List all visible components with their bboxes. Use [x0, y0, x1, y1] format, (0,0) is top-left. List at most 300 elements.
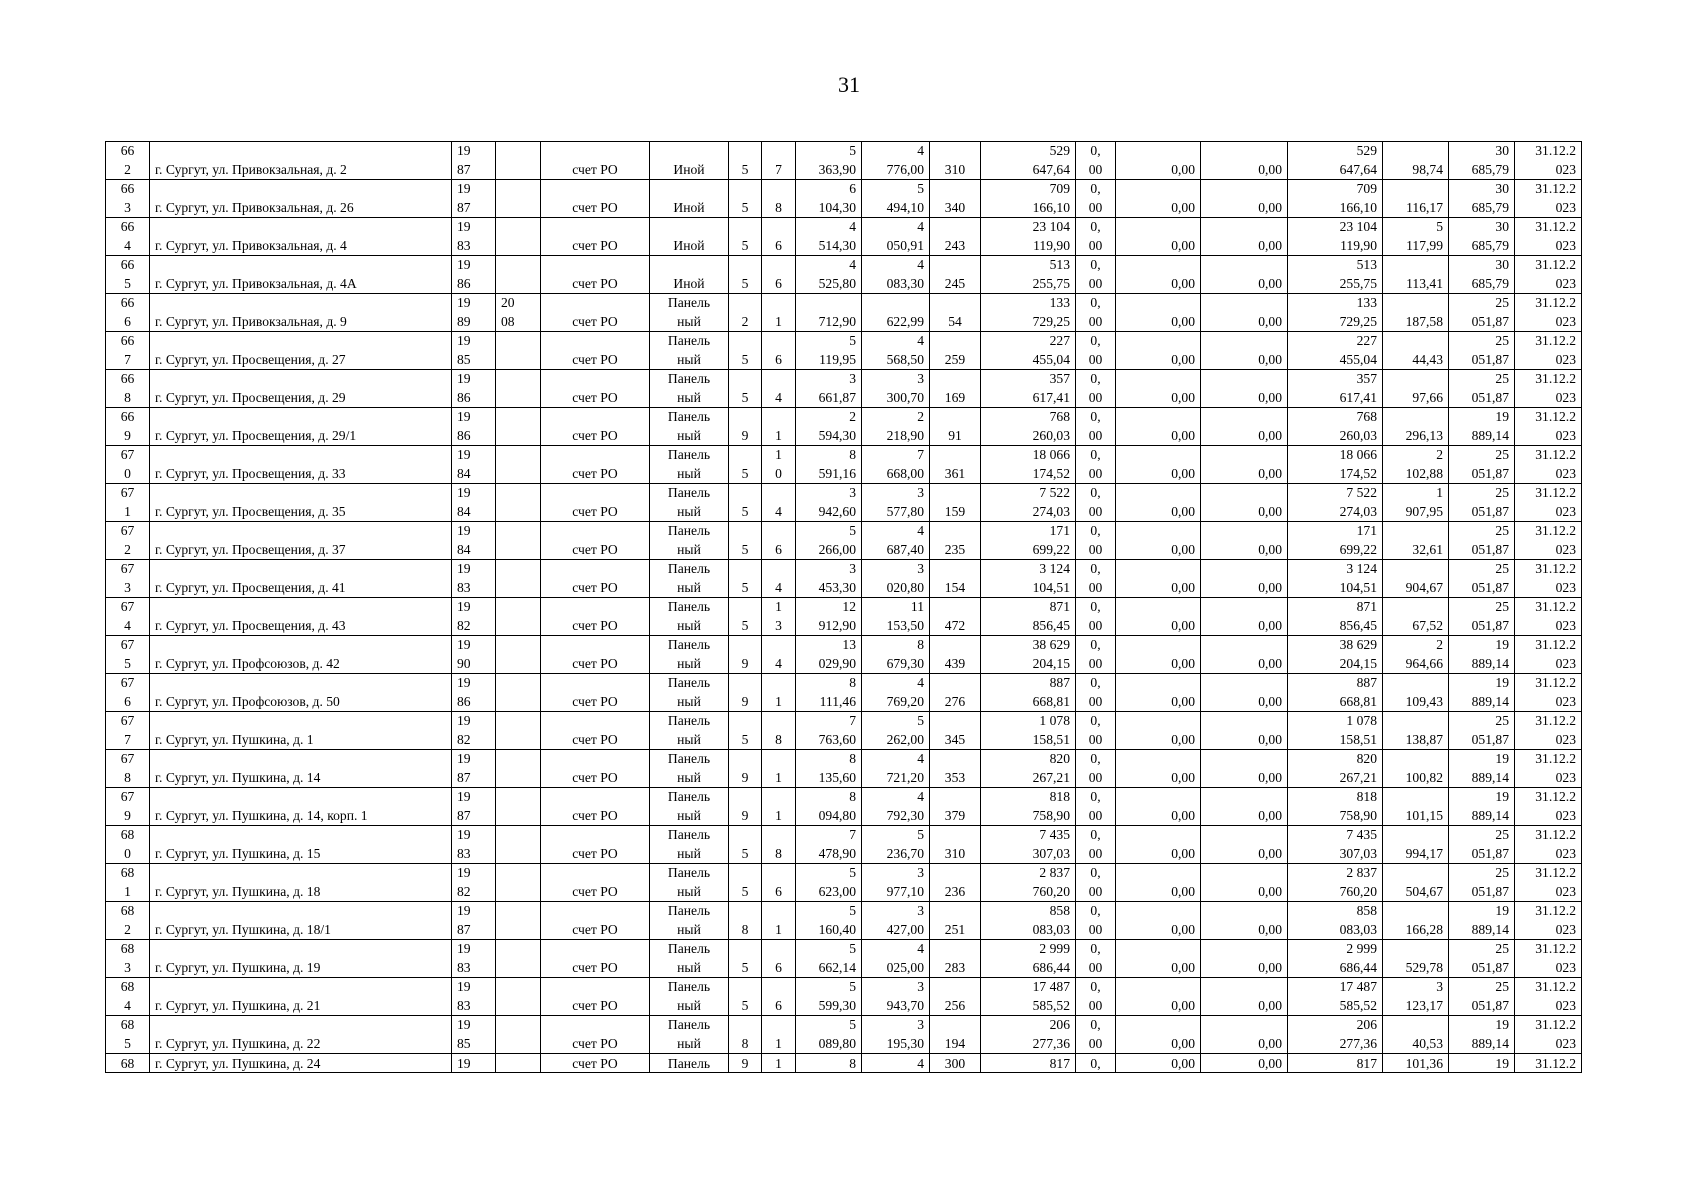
floors-text: 9: [741, 693, 749, 709]
owner-funds-cell: [1288, 332, 1383, 370]
total-cost-text-line: 768: [1049, 409, 1070, 424]
row-number-text-line: 8: [124, 769, 131, 785]
address-cell: [150, 370, 452, 408]
cost-per-sqm-text-line: 2: [1436, 447, 1443, 462]
wall-material-cell: [650, 940, 729, 978]
residential-area-text-line: 5: [917, 713, 924, 728]
municipal-funds-cell: [1201, 598, 1288, 636]
row-number-cell: [106, 674, 150, 712]
regional-funds-cell: [1116, 484, 1201, 522]
reconstruction-year-cell: [496, 902, 541, 940]
address-text: г. Сургут, ул. Пушкина, д. 18/1: [155, 921, 331, 937]
entrances-text: 6: [775, 541, 782, 557]
limit-cost-per-sqm-text-line: 19: [1495, 789, 1509, 804]
row-number-text-line: 67: [120, 751, 135, 766]
regional-funds-cell: [1116, 826, 1201, 864]
wall-material-cell: [650, 864, 729, 902]
owner-funds-text-line: 260,03: [1339, 427, 1377, 443]
municipal-funds-cell: [1201, 218, 1288, 256]
federal-funds-text-line: 00: [1088, 503, 1103, 519]
row-number-text-line: 67: [120, 637, 135, 652]
federal-funds-cell: [1076, 712, 1116, 750]
row-number-text-line: 66: [120, 219, 135, 234]
owner-funds-text-line: 206: [1356, 1017, 1377, 1032]
total-area-cell: [796, 180, 862, 218]
limit-cost-per-sqm-text-line: 889,14: [1471, 769, 1509, 785]
owner-funds-text-line: 255,75: [1339, 275, 1377, 291]
residents-text: 345: [944, 731, 966, 747]
entrances-cell: [762, 674, 796, 712]
federal-funds-text-line: 0,: [1090, 1017, 1101, 1032]
commissioning-year-cell: [452, 560, 496, 598]
cost-per-sqm-text: 166,28: [1405, 921, 1443, 937]
total-area-text-line: 094,80: [818, 807, 856, 823]
row-number-text-line: 67: [120, 561, 135, 576]
cost-per-sqm-text-line: 907,95: [1405, 503, 1443, 519]
row-number-cell: [106, 1016, 150, 1054]
deadline-cell: [1515, 180, 1582, 218]
federal-funds-text-line: 00: [1088, 655, 1103, 671]
federal-funds-cell: [1076, 940, 1116, 978]
residential-area-cell: [862, 902, 930, 940]
row-number-text-line: 67: [120, 485, 135, 500]
total-cost-text-line: 119,90: [1033, 237, 1070, 253]
commissioning-year-text-line: 19: [457, 409, 471, 424]
row-number-text-line: 2: [124, 541, 131, 557]
commissioning-year-cell: [452, 218, 496, 256]
deadline-cell: [1515, 1016, 1582, 1054]
residents-text: 310: [944, 161, 966, 177]
owner-funds-text-line: 133: [1356, 295, 1377, 310]
commissioning-year-cell: [452, 446, 496, 484]
total-area-text-line: 104,30: [818, 199, 856, 215]
residents-cell: [930, 522, 981, 560]
residential-area-text-line: 687,40: [886, 541, 924, 557]
address-cell: [150, 180, 452, 218]
federal-funds-cell: [1076, 408, 1116, 446]
limit-cost-per-sqm-cell: [1449, 1054, 1515, 1073]
deadline-text-line: 31.12.2: [1535, 485, 1576, 500]
limit-cost-per-sqm-cell: [1449, 902, 1515, 940]
residents-text: 439: [944, 655, 966, 671]
commissioning-year-text-line: 84: [457, 465, 471, 481]
cost-per-sqm-text: 529,78: [1405, 959, 1443, 975]
address-text: г. Сургут, ул. Просвещения, д. 41: [155, 579, 346, 595]
address-cell: [150, 446, 452, 484]
reconstruction-year-cell: [496, 598, 541, 636]
account-type-cell: [541, 1016, 650, 1054]
total-cost-cell: [981, 370, 1076, 408]
federal-funds-cell: [1076, 180, 1116, 218]
total-cost-text-line: 267,21: [1032, 769, 1070, 785]
residential-area-cell: [862, 408, 930, 446]
address-text: г. Сургут, ул. Привокзальная, д. 9: [155, 313, 347, 329]
table-row: [106, 902, 1582, 940]
federal-funds-cell: [1076, 788, 1116, 826]
row-number-text-line: 1: [124, 503, 131, 519]
deadline-text-line: 023: [1555, 465, 1576, 481]
regional-funds-cell: [1116, 636, 1201, 674]
row-number-text: 68: [120, 1056, 135, 1071]
total-cost-cell: [981, 864, 1076, 902]
owner-funds-text-line: 104,51: [1339, 579, 1377, 595]
residential-area-text-line: 668,00: [886, 465, 924, 481]
deadline-cell: [1515, 674, 1582, 712]
cost-per-sqm-cell: [1383, 864, 1449, 902]
owner-funds-text-line: 513: [1356, 257, 1377, 272]
address-cell: [150, 332, 452, 370]
wall-material-cell: [650, 636, 729, 674]
owner-funds-text-line: 856,45: [1339, 617, 1377, 633]
commissioning-year-cell: [452, 1016, 496, 1054]
regional-funds-text: 0,00: [1171, 161, 1195, 177]
deadline-text-line: 023: [1555, 351, 1576, 367]
cost-per-sqm-text-line: 3: [1436, 979, 1443, 994]
wall-material-text-line: Панель: [667, 599, 711, 614]
address-text: г. Сургут, ул. Пушкина, д. 15: [155, 845, 321, 861]
owner-funds-cell: [1288, 522, 1383, 560]
floors-text: 5: [741, 731, 749, 747]
total-area-text-line: 5: [849, 903, 856, 918]
row-number-cell: [106, 902, 150, 940]
total-cost-text-line: 166,10: [1032, 199, 1070, 215]
wall-material-cell: [650, 332, 729, 370]
row-number-text-line: 3: [124, 579, 131, 595]
owner-funds-cell: [1288, 750, 1383, 788]
address-text: г. Сургут, ул. Пушкина, д. 14: [155, 769, 321, 785]
address-text: г. Сургут, ул. Просвещения, д. 35: [155, 503, 346, 519]
residents-text: 243: [944, 237, 966, 253]
federal-funds-cell: [1076, 332, 1116, 370]
total-area-text-line: 942,60: [818, 503, 856, 519]
total-cost-text-line: 887: [1049, 675, 1070, 690]
account-type-cell: [541, 826, 650, 864]
total-cost-text-line: 7 435: [1039, 827, 1070, 842]
cost-per-sqm-cell: [1383, 484, 1449, 522]
cost-per-sqm-cell: [1383, 142, 1449, 180]
commissioning-year-cell: [452, 788, 496, 826]
total-cost-cell: [981, 484, 1076, 522]
federal-funds-text-line: 00: [1088, 427, 1103, 443]
table-row: [106, 180, 1582, 218]
total-cost-text-line: 171: [1049, 523, 1070, 538]
owner-funds-cell: [1288, 864, 1383, 902]
residential-area-text-line: 776,00: [886, 161, 924, 177]
residents-cell: [930, 1016, 981, 1054]
total-area-cell: [796, 978, 862, 1016]
commissioning-year-cell: [452, 826, 496, 864]
residents-text: 194: [944, 1035, 966, 1051]
cost-per-sqm-text: 101,36: [1405, 1056, 1443, 1071]
limit-cost-per-sqm-cell: [1449, 522, 1515, 560]
cost-per-sqm-text: 32,61: [1412, 541, 1443, 557]
wall-material-cell: [650, 522, 729, 560]
limit-cost-per-sqm-text-line: 30: [1495, 257, 1509, 272]
entrances-cell: [762, 940, 796, 978]
municipal-funds-text: 0,00: [1258, 541, 1282, 557]
floors-cell: [729, 978, 762, 1016]
reconstruction-year-cell: [496, 294, 541, 332]
address-text: г. Сургут, ул. Просвещения, д. 37: [155, 541, 346, 557]
regional-funds-text: 0,00: [1171, 465, 1195, 481]
commissioning-year-text-line: 86: [457, 693, 471, 709]
total-cost-text-line: 668,81: [1032, 693, 1070, 709]
commissioning-year-text-line: 19: [457, 637, 471, 652]
commissioning-year-cell: [452, 1054, 496, 1073]
deadline-text-line: 31.12.2: [1535, 523, 1576, 538]
federal-funds-text-line: 0,: [1090, 409, 1101, 424]
federal-funds-cell: [1076, 294, 1116, 332]
row-number-text-line: 67: [120, 713, 135, 728]
total-area-cell: [796, 294, 862, 332]
limit-cost-per-sqm-cell: [1449, 294, 1515, 332]
wall-material-text-line: Панель: [667, 827, 711, 842]
reconstruction-year-text-line: 08: [501, 313, 515, 329]
municipal-funds-cell: [1201, 560, 1288, 598]
residential-area-text-line: 568,50: [886, 351, 924, 367]
row-number-text-line: 5: [124, 1035, 131, 1051]
residential-area-text-line: 4: [917, 257, 924, 272]
residential-area-cell: [862, 332, 930, 370]
cost-per-sqm-cell: [1383, 598, 1449, 636]
reconstruction-year-cell: [496, 1016, 541, 1054]
deadline-text-line: 023: [1555, 655, 1576, 671]
regional-funds-text: 0,00: [1171, 959, 1195, 975]
total-area-text-line: 363,90: [818, 161, 856, 177]
limit-cost-per-sqm-cell: [1449, 484, 1515, 522]
total-cost-text-line: 255,75: [1032, 275, 1070, 291]
deadline-cell: [1515, 940, 1582, 978]
municipal-funds-text: 0,00: [1258, 237, 1282, 253]
row-number-text-line: 3: [124, 199, 131, 215]
residential-area-text-line: 943,70: [886, 997, 924, 1013]
federal-funds-text-line: 00: [1088, 845, 1103, 861]
federal-funds-text-line: 00: [1088, 275, 1103, 291]
residential-area-text-line: 3: [917, 903, 924, 918]
residential-area-text-line: 4: [917, 941, 924, 956]
deadline-text-line: 023: [1555, 959, 1576, 975]
deadline-text-line: 023: [1555, 997, 1576, 1013]
residential-area-text-line: 020,80: [886, 579, 924, 595]
row-number-cell: [106, 788, 150, 826]
limit-cost-per-sqm-text-line: 25: [1495, 371, 1509, 386]
deadline-text-line: 31.12.2: [1535, 561, 1576, 576]
account-type-text: счет РО: [572, 465, 618, 481]
federal-funds-cell: [1076, 1016, 1116, 1054]
floors-cell: [729, 180, 762, 218]
address-text: г. Сургут, ул. Просвещения, д. 29: [155, 389, 346, 405]
limit-cost-per-sqm-text-line: 30: [1495, 219, 1509, 234]
cost-per-sqm-text: 101,15: [1405, 807, 1443, 823]
floors-text: 5: [741, 845, 749, 861]
limit-cost-per-sqm-text-line: 889,14: [1471, 655, 1509, 671]
entrances-text-line: 1: [775, 447, 782, 462]
total-area-cell: [796, 370, 862, 408]
limit-cost-per-sqm-cell: [1449, 636, 1515, 674]
total-cost-text-line: 585,52: [1032, 997, 1070, 1013]
owner-funds-cell: [1288, 446, 1383, 484]
total-cost-text-line: 3 124: [1039, 561, 1070, 576]
limit-cost-per-sqm-text-line: 25: [1495, 713, 1509, 728]
regional-funds-cell: [1116, 598, 1201, 636]
residential-area-text-line: 3: [917, 561, 924, 576]
cost-per-sqm-text-line: 964,66: [1405, 655, 1443, 671]
residential-area-text-line: 8: [917, 637, 924, 652]
federal-funds-cell: [1076, 218, 1116, 256]
wall-material-text-line: ный: [677, 617, 701, 633]
total-cost-text-line: 2 837: [1039, 865, 1070, 880]
commissioning-year-text-line: 19: [457, 143, 471, 158]
residential-area-text-line: 3: [917, 979, 924, 994]
commissioning-year-cell: [452, 294, 496, 332]
commissioning-year-text-line: 82: [457, 617, 471, 633]
total-area-text-line: 5: [849, 1017, 856, 1032]
cost-per-sqm-cell: [1383, 218, 1449, 256]
account-type-text: счет РО: [572, 845, 618, 861]
owner-funds-text-line: 7 522: [1346, 485, 1377, 500]
municipal-funds-text: 0,00: [1258, 655, 1282, 671]
residential-area-text-line: 977,10: [886, 883, 924, 899]
total-cost-text-line: 760,20: [1032, 883, 1070, 899]
total-area-text: 712,90: [818, 313, 856, 329]
regional-funds-text: 0,00: [1171, 921, 1195, 937]
deadline-text-line: 31.12.2: [1535, 181, 1576, 196]
row-number-text-line: 4: [124, 237, 131, 253]
row-number-text-line: 0: [124, 845, 131, 861]
deadline-text-line: 31.12.2: [1535, 333, 1576, 348]
regional-funds-text: 0,00: [1171, 693, 1195, 709]
total-area-cell: [796, 674, 862, 712]
cost-per-sqm-cell: [1383, 522, 1449, 560]
wall-material-text-line: ный: [677, 807, 701, 823]
table-row: [106, 864, 1582, 902]
residential-area-text-line: 236,70: [886, 845, 924, 861]
reconstruction-year-cell: [496, 1054, 541, 1073]
residential-area-cell: [862, 674, 930, 712]
residential-area-text-line: 300,70: [886, 389, 924, 405]
table-row: [106, 712, 1582, 750]
residents-text: 169: [944, 389, 966, 405]
floors-text: 5: [741, 617, 749, 633]
row-number-text-line: 66: [120, 181, 135, 196]
deadline-text-line: 023: [1555, 731, 1576, 747]
residential-area-cell: [862, 978, 930, 1016]
floors-text: 9: [741, 769, 749, 785]
total-area-text-line: 8: [849, 789, 856, 804]
commissioning-year-cell: [452, 484, 496, 522]
regional-funds-cell: [1116, 256, 1201, 294]
federal-funds-text-line: 00: [1088, 959, 1103, 975]
address-cell: [150, 256, 452, 294]
federal-funds-cell: [1076, 636, 1116, 674]
owner-funds-text-line: 760,20: [1339, 883, 1377, 899]
wall-material-cell: [650, 788, 729, 826]
commissioning-year-cell: [452, 978, 496, 1016]
row-number-cell: [106, 598, 150, 636]
federal-funds-cell: [1076, 750, 1116, 788]
cost-per-sqm-text-line: 2: [1436, 637, 1443, 652]
entrances-text-line: 1: [775, 599, 782, 614]
owner-funds-cell: [1288, 674, 1383, 712]
entrances-text: 1: [775, 807, 782, 823]
regional-funds-cell: [1116, 446, 1201, 484]
residents-cell: [930, 446, 981, 484]
address-text: г. Сургут, ул. Пушкина, д. 14, корп. 1: [155, 807, 368, 823]
residential-area-cell: [862, 560, 930, 598]
row-number-cell: [106, 142, 150, 180]
deadline-text-line: 31.12.2: [1535, 827, 1576, 842]
row-number-text-line: 0: [124, 465, 131, 481]
total-area-text-line: 623,00: [818, 883, 856, 899]
total-area-text-line: 13: [842, 637, 856, 652]
municipal-funds-cell: [1201, 1016, 1288, 1054]
commissioning-year-text-line: 83: [457, 579, 471, 595]
total-area-text-line: 7: [849, 713, 856, 728]
residents-cell: [930, 180, 981, 218]
municipal-funds-text: 0,00: [1258, 389, 1282, 405]
regional-funds-text: 0,00: [1171, 1056, 1195, 1071]
commissioning-year-cell: [452, 598, 496, 636]
table-row: [106, 978, 1582, 1016]
federal-funds-text-line: 0,: [1090, 827, 1101, 842]
floors-cell: [729, 560, 762, 598]
limit-cost-per-sqm-text-line: 051,87: [1471, 883, 1509, 899]
regional-funds-text: 0,00: [1171, 617, 1195, 633]
cost-per-sqm-cell: [1383, 636, 1449, 674]
total-cost-text-line: 856,45: [1032, 617, 1070, 633]
row-number-cell: [106, 180, 150, 218]
residents-text: 353: [944, 769, 966, 785]
row-number-text-line: 2: [124, 921, 131, 937]
reconstruction-year-cell: [496, 446, 541, 484]
residents-text: 235: [944, 541, 966, 557]
commissioning-year-text-line: 19: [457, 523, 471, 538]
row-number-text-line: 68: [120, 865, 135, 880]
total-cost-cell: [981, 750, 1076, 788]
address-cell: [150, 674, 452, 712]
municipal-funds-text: 0,00: [1258, 845, 1282, 861]
limit-cost-per-sqm-text-line: 19: [1495, 409, 1509, 424]
residents-cell: [930, 332, 981, 370]
municipal-funds-text: 0,00: [1258, 883, 1282, 899]
wall-material-text-line: ный: [677, 313, 701, 329]
row-number-text-line: 66: [120, 333, 135, 348]
wall-material-cell: [650, 712, 729, 750]
row-number-cell: [106, 256, 150, 294]
residential-area-text-line: 427,00: [886, 921, 924, 937]
limit-cost-per-sqm-text-line: 19: [1495, 1017, 1509, 1032]
commissioning-year-text-line: 19: [457, 979, 471, 994]
owner-funds-text-line: 529: [1356, 143, 1377, 158]
cost-per-sqm-text: 40,53: [1412, 1035, 1443, 1051]
owner-funds-cell: [1288, 408, 1383, 446]
regional-funds-cell: [1116, 142, 1201, 180]
wall-material-text-line: ный: [677, 921, 701, 937]
wall-material-text: Иной: [673, 237, 705, 253]
wall-material-text-line: ный: [677, 693, 701, 709]
entrances-text: 4: [775, 503, 782, 519]
total-cost-text-line: 1 078: [1039, 713, 1070, 728]
row-number-text-line: 6: [124, 693, 131, 709]
limit-cost-per-sqm-cell: [1449, 712, 1515, 750]
entrances-text: 6: [775, 237, 782, 253]
residential-area-cell: [862, 370, 930, 408]
commissioning-year-cell: [452, 750, 496, 788]
residential-area-text-line: 3: [917, 865, 924, 880]
deadline-text-line: 023: [1555, 1035, 1576, 1051]
federal-funds-text-line: 00: [1088, 921, 1103, 937]
regional-funds-text: 0,00: [1171, 275, 1195, 291]
